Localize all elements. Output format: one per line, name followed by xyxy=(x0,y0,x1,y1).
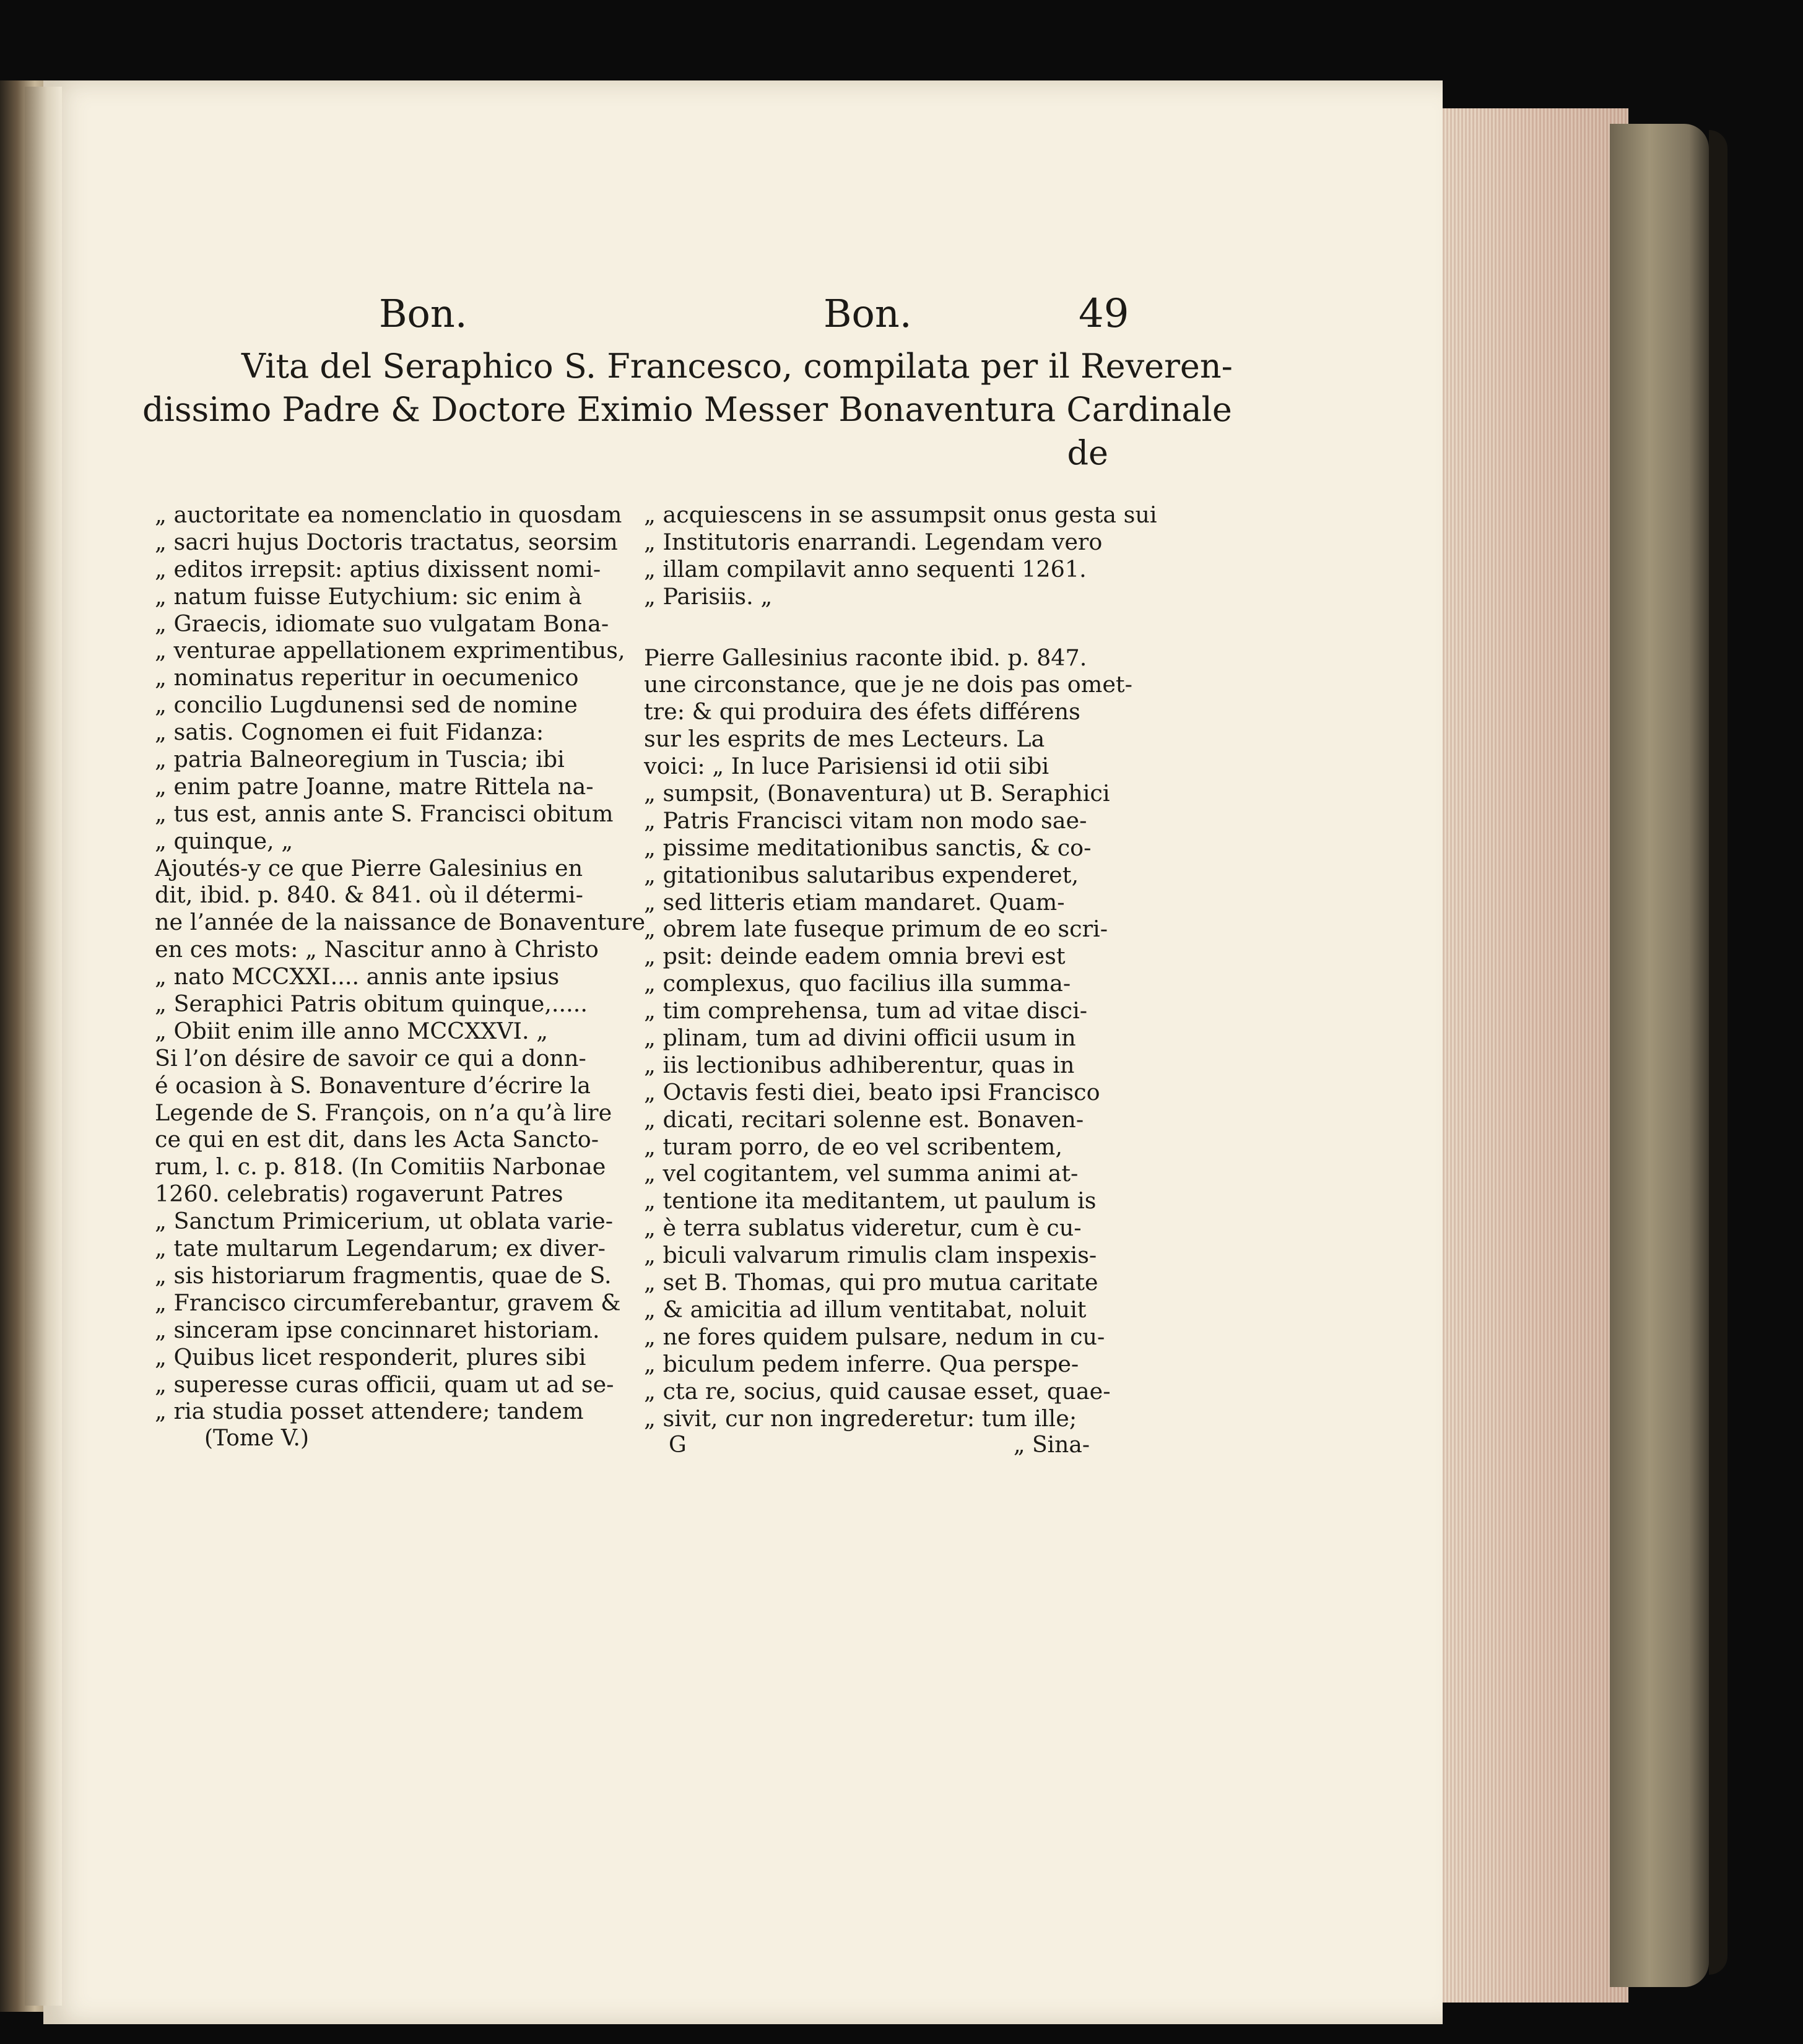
book-cover-shadow xyxy=(1709,130,1727,1975)
text-line: ne l’année de la naissance de Bonaventure xyxy=(155,909,646,936)
text-line: „ cta re, socius, quid causae esset, quae- xyxy=(644,1377,1111,1405)
text-line: „ set B. Thomas, qui pro mutua caritate xyxy=(644,1269,1098,1296)
text-line: „ Quibus licet responderit, plures sibi xyxy=(155,1343,586,1371)
text-line: „ Seraphici Patris obitum quinque,..... xyxy=(155,990,588,1018)
text-line: „ plinam, tum ad divini officii usum in xyxy=(644,1024,1076,1052)
text-line: „ concilio Lugdunensi sed de nomine xyxy=(155,691,578,719)
text-line: „ natum fuisse Eutychium: sic enim à xyxy=(155,582,582,610)
text-line: „ sed litteris etiam mandaret. Quam- xyxy=(644,888,1065,916)
text-line: „ nato MCCXXI.... annis ante ipsius xyxy=(155,963,560,990)
text-line: é ocasion à S. Bonaventure d’écrire la xyxy=(155,1072,591,1099)
text-line: „ Graecis, idiomate suo vulgatam Bona- xyxy=(155,610,609,637)
text-line: „ iis lectionibus adhiberentur, quas in xyxy=(644,1051,1075,1078)
book-gutter xyxy=(25,87,62,2006)
text-line: „ & amicitia ad illum ventitabat, noluit xyxy=(644,1296,1087,1323)
text-line: „ Francisco circumferebantur, gravem & xyxy=(155,1289,621,1316)
text-line: Si l’on désire de savoir ce qui a donn- xyxy=(155,1044,586,1072)
text-line: „ pissime meditationibus sanctis, & co- xyxy=(644,834,1092,861)
text-line: „ editos irrepsit: aptius dixissent nomi- xyxy=(155,555,601,582)
text-line: „ tate multarum Legendarum; ex diver- xyxy=(155,1235,606,1262)
text-line: „ gitationibus salutaribus expenderet, xyxy=(644,861,1079,888)
text-line: „ ne fores quidem pulsare, nedum in cu- xyxy=(644,1323,1105,1350)
text-line: „ biculum pedem inferre. Qua perspe- xyxy=(644,1350,1079,1377)
text-line: en ces mots: „ Nascitur anno à Christo xyxy=(155,936,599,963)
text-line: „ satis. Cognomen ei fuit Fidanza: xyxy=(155,719,544,746)
text-line: dit, ibid. p. 840. & 841. où il détermi- xyxy=(155,881,583,909)
text-line: voici: „ In luce Parisiensi id otii sibi xyxy=(644,753,1049,780)
text-line: „ Institutoris enarrandi. Legendam vero xyxy=(644,528,1103,555)
text-line: „ psit: deinde eadem omnia brevi est xyxy=(644,943,1066,970)
text-line: sur les esprits de mes Lecteurs. La xyxy=(644,725,1045,753)
text-line: „ tus est, annis ante S. Francisci obitum xyxy=(155,800,614,827)
paragraph-gap xyxy=(644,610,1090,644)
text-line: „ obrem late fuseque primum de eo scri- xyxy=(644,916,1108,943)
right-column-lines-a xyxy=(644,501,1157,610)
text-line: tre: & qui produira des éfets différens xyxy=(644,698,1080,725)
text-line: „ enim patre Joanne, matre Rittela na- xyxy=(155,773,594,800)
right-column-footer xyxy=(644,1432,1090,1459)
text-line: „ venturae appellationem exprimentibus, xyxy=(155,637,625,664)
catchword: „ Sina- xyxy=(1013,1432,1090,1458)
text-line: ce qui en est dit, dans les Acta Sancto- xyxy=(155,1126,599,1153)
text-line: „ Patris Francisci vitam non modo sae- xyxy=(644,807,1087,834)
title-line-1: Vita del Seraphico S. Francesco, compilata per il Reveren- xyxy=(241,347,1233,386)
text-line: „ sis historiarum fragmentis, quae de S. xyxy=(155,1262,612,1289)
text-line: „ quinque, „ xyxy=(155,827,293,854)
left-column-lines xyxy=(155,501,646,1425)
right-text-column xyxy=(644,501,1157,1459)
text-line: „ tim comprehensa, tum ad vitae disci- xyxy=(644,997,1088,1024)
title-entry xyxy=(142,347,1233,508)
text-line: „ sivit, cur non ingrederetur: tum ille; xyxy=(644,1405,1077,1432)
running-head-left: Bon. xyxy=(379,291,467,336)
text-line: „ complexus, quo facilius illa summa- xyxy=(644,970,1071,997)
right-column-lines-b xyxy=(644,644,1132,1432)
text-line: Legende de S. François, on n’a qu’à lire xyxy=(155,1099,612,1126)
title-line-2: dissimo Padre & Doctore Eximio Messer Bonaventura Cardinale xyxy=(142,390,1232,429)
volume-signature: (Tome V.) xyxy=(204,1426,310,1452)
running-head-right: Bon. xyxy=(823,291,912,336)
text-line: „ Obiit enim ille anno MCCXXVI. „ xyxy=(155,1017,549,1044)
text-line: Ajoutés-y ce que Pierre Galesinius en xyxy=(155,854,583,881)
title-line-3: de xyxy=(1067,433,1108,472)
left-text-column xyxy=(155,501,646,1452)
text-line: Pierre Gallesinius raconte ibid. p. 847. xyxy=(644,644,1087,671)
text-line: „ auctoritate ea nomenclatio in quosdam xyxy=(155,501,622,528)
text-line: „ acquiescens in se assumpsit onus gesta sui xyxy=(644,501,1157,528)
text-line: „ sumpsit, (Bonaventura) ut B. Seraphici xyxy=(644,780,1110,807)
text-line: „ tentione ita meditantem, ut paulum is xyxy=(644,1187,1097,1215)
text-line: „ Sanctum Primicerium, ut oblata varie- xyxy=(155,1208,614,1235)
text-line: „ nominatus reperitur in oecumenico xyxy=(155,664,579,691)
text-line: „ sacri hujus Doctoris tractatus, seorsim xyxy=(155,528,618,555)
page-number: 49 xyxy=(1079,291,1129,337)
text-line: „ patria Balneoregium in Tuscia; ibi xyxy=(155,746,565,773)
text-line: une circonstance, que je ne dois pas omet- xyxy=(644,671,1132,698)
text-line: „ dicati, recitari solenne est. Bonaven- xyxy=(644,1106,1084,1133)
text-line: „ è terra sublatus videretur, cum è cu- xyxy=(644,1215,1082,1242)
text-line: „ vel cogitantem, vel summa animi at- xyxy=(644,1160,1079,1187)
signature-mark: G xyxy=(669,1432,687,1458)
page-block-edges xyxy=(1443,108,1628,2003)
text-line: „ Parisiis. „ xyxy=(644,582,773,610)
book-cover-board xyxy=(1610,124,1709,1987)
text-line: „ ria studia posset attendere; tandem xyxy=(155,1398,584,1425)
text-line: „ illam compilavit anno sequenti 1261. xyxy=(644,555,1087,582)
text-line: „ Octavis festi diei, beato ipsi Francisco xyxy=(644,1078,1100,1106)
text-line: „ sinceram ipse concinnaret historiam. xyxy=(155,1316,600,1343)
text-line: „ superesse curas officii, quam ut ad se- xyxy=(155,1371,614,1398)
text-line: „ turam porro, de eo vel scribentem, xyxy=(644,1133,1063,1160)
left-column-footer xyxy=(155,1425,601,1452)
text-line: 1260. celebratis) rogaverunt Patres xyxy=(155,1180,563,1208)
text-line: „ biculi valvarum rimulis clam inspexis- xyxy=(644,1242,1097,1269)
text-line: rum, l. c. p. 818. (In Comitiis Narbonae xyxy=(155,1153,606,1180)
